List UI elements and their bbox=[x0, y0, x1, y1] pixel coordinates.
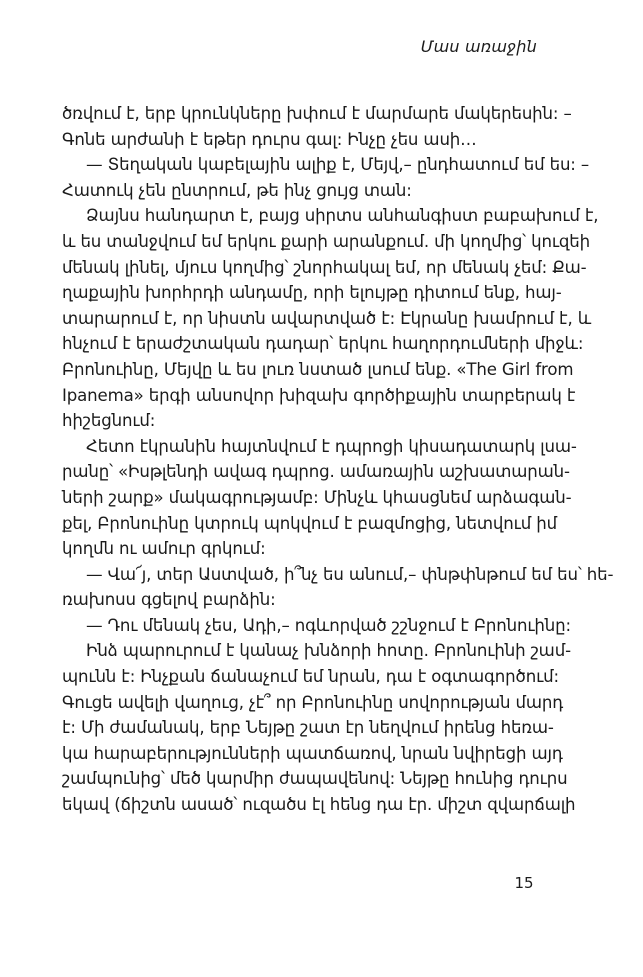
text-line: պունն է: Ինչքան ճանաչում եմ նրան, դա է օգտագործում: bbox=[62, 667, 559, 687]
text-line: հիշեցնում: bbox=[62, 411, 156, 431]
text-line: րանը՝ «Իսթլենդի ավագ դպրոց. ամառային աշխատարան- bbox=[62, 462, 570, 482]
text-line: է: Մի ժամանակ, երբ Նեյթը շատ էր նեղվում իրենց հեռա- bbox=[62, 718, 554, 738]
text-line: Հատուկ չեն ընտրում, թե ինչ ցույց տան: bbox=[62, 180, 412, 200]
text-line: շամպունից՝ մեծ կարմիր ժապավենով: Նեյթը հունից դուրս bbox=[62, 769, 568, 789]
text-line: քել, Բրոնուինը կտրուկ պոկվում է բազմոցից, նետվում իմ bbox=[62, 513, 557, 533]
running-header: Մաս առաջին bbox=[420, 37, 537, 56]
text-line: եկավ (ճիշտն ասած՝ ուզածս էլ հենց դա էր. միշտ զվարճալի bbox=[62, 795, 576, 815]
text-line: ների շարք» մակագրությամբ: Մինչև կհասցնեմ արձագան- bbox=[62, 487, 572, 507]
text-line: կողմն ու ամուր գրկում: bbox=[62, 539, 266, 559]
page-number: 15 bbox=[514, 874, 534, 892]
text-line: կա հարաբերությունների պատճառով, նրան նվիրեցի այդ bbox=[62, 743, 563, 763]
text-line: — Դու մենակ չես, Ադի,– ոգևորված շշնջում է Բրոնուինը: bbox=[86, 615, 571, 635]
text-line: հնչում է երաժշտական դադար՝ երկու հաղորդումների միջև: bbox=[62, 334, 584, 354]
text-line: ծռվում է, երբ կրունկները խփում է մարմարե մակերեսին: – bbox=[62, 104, 572, 123]
text-line: և ես տանջվում եմ երկու քարի արանքում. մի կողմից՝ կուզեի bbox=[62, 231, 591, 251]
text-line: — Վա՜յ, տեր Աստված, ի՞նչ ես անում,– փնթփնթում եմ ես՝ հե- bbox=[86, 564, 614, 584]
text-line: — Տեղական կաբելային ալիք է, Մեյվ,– ընդհատում եմ ես: – bbox=[86, 155, 590, 175]
text-line: ռախոսս գցելով բարձին: bbox=[62, 590, 276, 610]
text-line: Հետո էկրանին հայտնվում է դպրոցի կիսադատարկ լսա- bbox=[86, 436, 577, 456]
text-line: Գուցե ավելի վաղուց, չէ՞ որ Բրոնուինը սովորության մարդ bbox=[62, 692, 564, 712]
body-text bbox=[62, 101, 614, 818]
text-line: տարարում է, որ նիստն ավարտված է: Էկրանը խամրում է, և bbox=[62, 308, 592, 328]
text-line: ղաքային խորհրդի անդամը, որի ելույթը դիտում ենք, հայ- bbox=[62, 283, 562, 303]
text-line: Բրոնուինը, Մեյվը և ես լուռ նստած լսում ենք. «The Girl from bbox=[62, 359, 574, 379]
text-line: Ձայնս հանդարտ է, բայց սիրտս անհանգիստ բաբախում է, bbox=[86, 206, 599, 226]
text-line: Ipanema» երգի անսովոր խիզախ գործիքային տարբերակ է bbox=[62, 385, 576, 405]
text-line: Ինձ պարուրում է կանաչ խնձորի հոտը. Բրոնուինի շամ- bbox=[86, 641, 571, 661]
text-line: Գոնե արժանի է եթեր դուրս գալ: Ինչը չես ասի… bbox=[62, 129, 477, 149]
text-line: մենակ լինել, մյուս կողմից՝ շնորհակալ եմ, որ մենակ չեմ: Քա- bbox=[62, 257, 587, 277]
